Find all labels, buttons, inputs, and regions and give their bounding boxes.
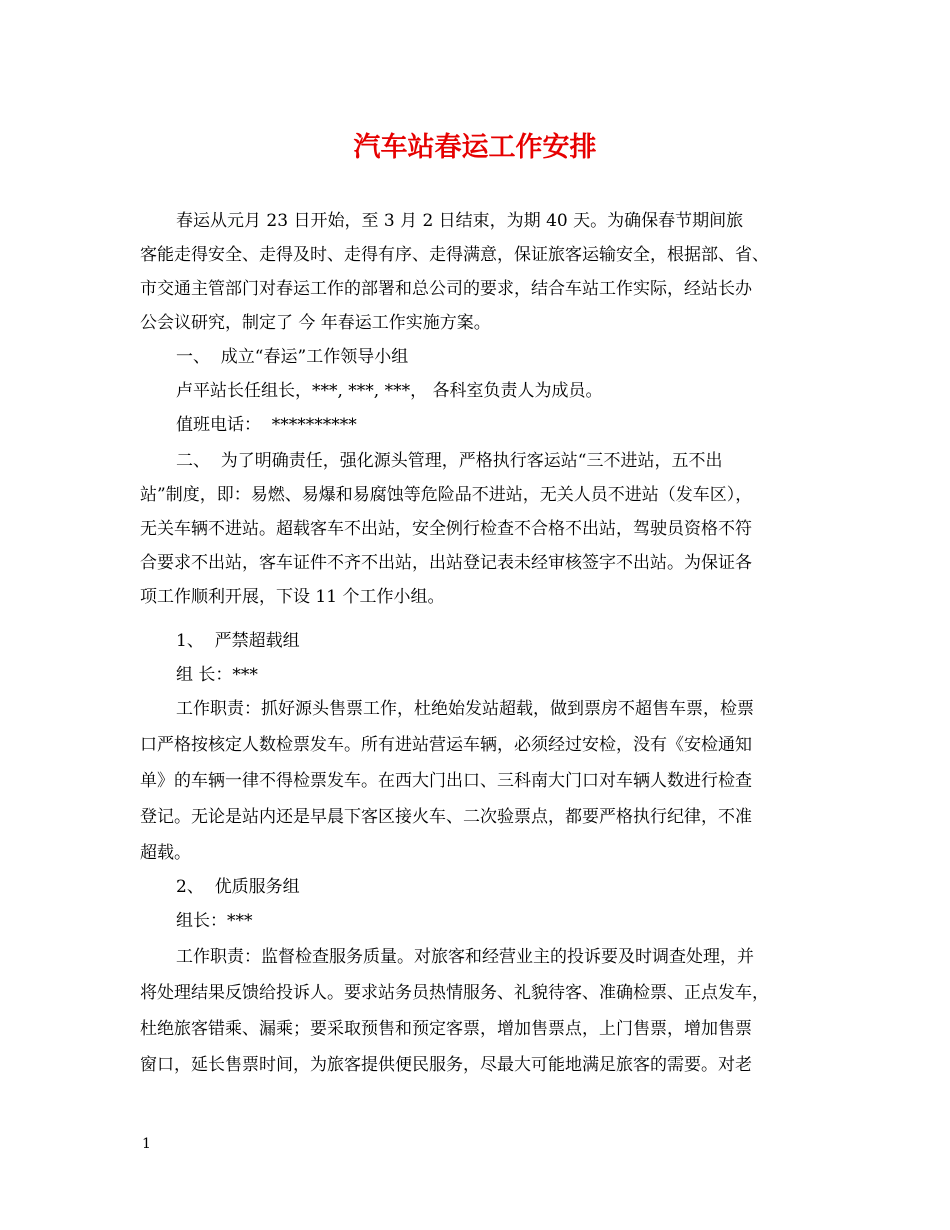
text-line: 将处理结果反馈给投诉人。要求站务员热情服务、礼貌待客、准确检票、正点发车， [140, 983, 769, 1003]
text-line: 工作职责：抓好源头售票工作，杜绝始发站超载，做到票房不超售车票，检票 [176, 699, 754, 719]
text-line: 组长：*** [176, 911, 253, 931]
text-line: 卢平站长任组长，***, ***, ***， 各科室负责人为成员。 [176, 381, 603, 401]
text-line: 2、 优质服务组 [176, 877, 300, 897]
text-line: 超载。 [140, 843, 191, 863]
text-line: 二、 为了明确责任，强化源头管理，严格执行客运站“三不进站，五不出 [176, 451, 723, 471]
text-line: 杜绝旅客错乘、漏乘；要采取预售和预定客票，增加售票点，上门售票，增加售票 [140, 1019, 752, 1039]
text-line: 市交通主管部门对春运工作的部署和总公司的要求，结合车站工作实际，经站长办 [140, 279, 752, 299]
text-line: 1、 严禁超载组 [176, 631, 300, 651]
text-line: 单》的车辆一律不得检票发车。在西大门出口、三科南大门口对车辆人数进行检查 [140, 771, 752, 791]
text-line: 工作职责：监督检查服务质量。对旅客和经营业主的投诉要及时调查处理，并 [176, 947, 754, 967]
document-title: 汽车站春运工作安排 [353, 132, 597, 163]
page-number: 1 [142, 1136, 151, 1152]
text-line: 组 长：*** [176, 665, 258, 685]
text-line: 无关车辆不进站。超载客车不出站，安全例行检查不合格不出站，驾驶员资格不符 [140, 519, 752, 539]
text-line: 一、 成立“春运”工作领导小组 [176, 347, 409, 367]
text-line: 口严格按核定人数检票发车。所有进站营运车辆，必须经过安检，没有《安检通知 [140, 735, 752, 755]
text-line: 窗口，延长售票时间，为旅客提供便民服务，尽最大可能地满足旅客的需要。对老 [140, 1055, 752, 1075]
text-line: 公会议研究，制定了 今 年春运工作实施方案。 [140, 313, 491, 333]
text-line: 值班电话： ********** [176, 415, 357, 435]
text-line: 春运从元月 23 日开始，至 3 月 2 日结束，为期 40 天。为确保春节期间旅 [176, 211, 744, 231]
text-line: 客能走得安全、走得及时、走得有序、走得满意，保证旅客运输安全，根据部、省、 [140, 245, 769, 265]
text-line: 项工作顺利开展，下设 11 个工作小组。 [140, 587, 445, 607]
text-line: 合要求不出站，客车证件不齐不出站，出站登记表未经审核签字不出站。为保证各 [140, 553, 752, 573]
text-line: 登记。无论是站内还是早晨下客区接火车、二次验票点，都要严格执行纪律，不准 [140, 807, 752, 827]
text-line: 站”制度，即：易燃、易爆和易腐蚀等危险品不进站，无关人员不进站（发车区）， [140, 485, 753, 505]
